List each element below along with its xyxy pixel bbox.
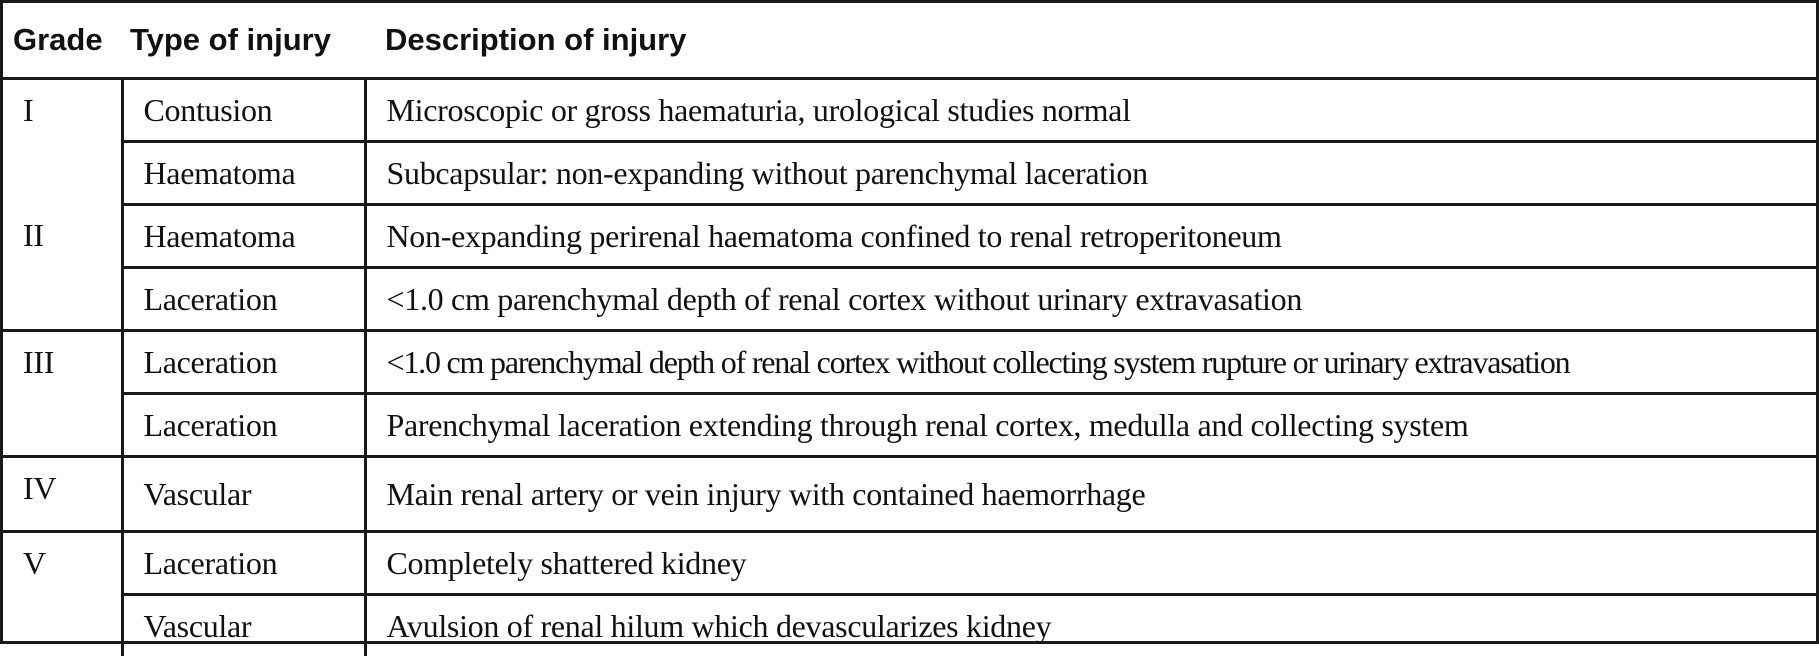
- table-row: [3, 457, 1816, 532]
- description-cell: Non-expanding perirenal haematoma confined to renal retroperitoneum: [365, 205, 1816, 268]
- header-grade: Grade: [3, 3, 122, 79]
- type-cell: Laceration: [122, 394, 365, 457]
- type-cell: Laceration: [122, 331, 365, 394]
- injury-grading-table: [3, 3, 1816, 656]
- description-cell: Main renal artery or vein injury with contained haemorrhage: [365, 457, 1816, 532]
- table-row: [3, 268, 1816, 331]
- table-row: [3, 595, 1816, 656]
- table-row: [3, 79, 1816, 142]
- header-description-of-injury: Description of injury: [365, 3, 1816, 79]
- type-cell: Haematoma: [122, 205, 365, 268]
- description-cell: Completely shattered kidney: [365, 532, 1816, 595]
- header-type-of-injury: Type of injury: [122, 3, 365, 79]
- table-row: [3, 205, 1816, 268]
- table-row: [3, 331, 1816, 394]
- type-cell: Vascular: [122, 457, 365, 532]
- table-row: [3, 394, 1816, 457]
- type-cell: Haematoma: [122, 142, 365, 205]
- description-cell: Microscopic or gross haematuria, urological studies normal: [365, 79, 1816, 142]
- table-header-row: [3, 3, 1816, 79]
- grade-cell: III: [3, 331, 122, 457]
- type-cell: Laceration: [122, 268, 365, 331]
- description-cell: Subcapsular: non-expanding without parenchymal laceration: [365, 142, 1816, 205]
- type-cell: Laceration: [122, 532, 365, 595]
- grade-cell: IV: [3, 457, 122, 532]
- description-cell: Avulsion of renal hilum which devascularizes kidney: [365, 595, 1816, 656]
- table-row: [3, 142, 1816, 205]
- description-cell: <1.0 cm parenchymal depth of renal cortex without collecting system rupture or urinary extravasation: [365, 331, 1816, 394]
- description-cell: Parenchymal laceration extending through renal cortex, medulla and collecting system: [365, 394, 1816, 457]
- table-row: [3, 532, 1816, 595]
- grade-cell: II: [3, 205, 122, 331]
- grade-cell: I: [3, 79, 122, 205]
- type-cell: Vascular: [122, 595, 365, 656]
- grade-cell: V: [3, 532, 122, 656]
- type-cell: Contusion: [122, 79, 365, 142]
- description-cell: <1.0 cm parenchymal depth of renal cortex without urinary extravasation: [365, 268, 1816, 331]
